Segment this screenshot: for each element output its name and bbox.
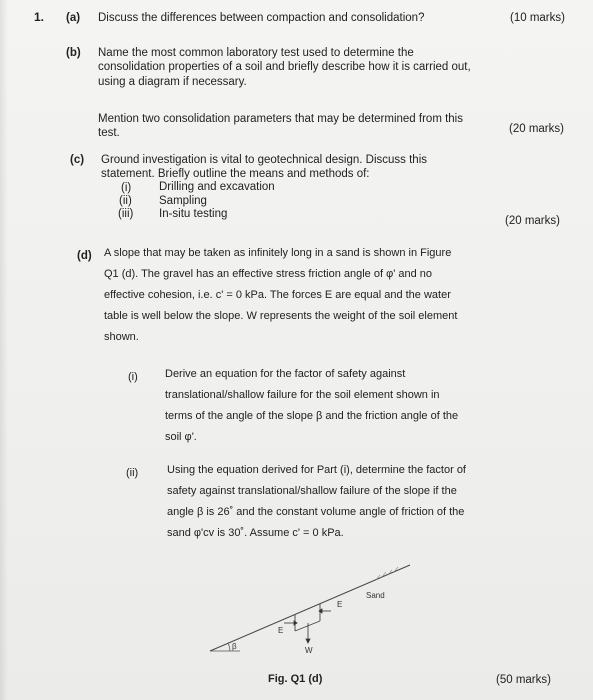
part-a-marks: (10 marks)	[510, 12, 565, 24]
part-d-line: Q1 (d). The gravel has an effective stress friction angle of φ' and no	[104, 268, 433, 280]
part-d-marks: (50 marks)	[496, 674, 551, 686]
part-d-i-num: (i)	[128, 371, 138, 383]
part-d-ii-text	[167, 460, 466, 544]
part-c-item-text: Sampling	[159, 195, 207, 207]
part-c-label: (c)	[70, 154, 85, 166]
part-b-marks: (20 marks)	[509, 123, 564, 135]
part-b-text	[98, 46, 471, 89]
part-b-line: Name the most common laboratory test used to determine the	[98, 47, 414, 59]
part-b-line: test.	[98, 127, 120, 140]
part-c-item-text: Drilling and excavation	[159, 181, 275, 193]
figure-caption: Fig. Q1 (d)	[268, 673, 323, 685]
part-a-text: Discuss the differences between compaction and consolidation?	[98, 12, 425, 24]
part-c-line: Ground investigation is vital to geotechnical design. Discuss this	[101, 154, 428, 166]
part-d-line: shown.	[104, 331, 139, 343]
part-c-line: statement. Briefly outline the means and methods of:	[101, 168, 370, 181]
part-c-item-num: (i)	[121, 182, 132, 194]
slope-figure	[180, 555, 430, 665]
part-d-i-line: Derive an equation for the factor of safety against	[165, 368, 406, 380]
part-c-text	[101, 153, 427, 182]
part-d-i-text	[165, 364, 458, 448]
force-e-right-label: E	[337, 600, 343, 609]
part-d-line: effective cohesion, i.e. c' = 0 kPa. The forces E are equal and the water	[104, 289, 451, 301]
part-d-line: table is well below the slope. W represents the weight of the soil element	[104, 310, 458, 322]
page-shadow	[0, 0, 8, 700]
part-d-ii-line: sand φ'cv is 30˚. Assume c' = 0 kPa.	[167, 527, 344, 539]
part-d-ii-line: Using the equation derived for Part (i), determine the factor of	[167, 464, 466, 476]
part-b-text-2	[98, 112, 463, 141]
slope-surface	[210, 565, 410, 651]
part-d-ii-line: angle β is 26˚ and the constant volume angle of friction of the	[167, 506, 465, 518]
part-b-line: Mention two consolidation parameters that may be determined from this	[98, 113, 463, 125]
part-c-item-num: (iii)	[118, 208, 134, 220]
part-c-marks: (20 marks)	[505, 215, 560, 227]
part-d-text	[104, 243, 457, 348]
part-c-item-num: (ii)	[119, 195, 132, 207]
sand-label: Sand	[366, 591, 385, 600]
part-c-item-text: In-situ testing	[159, 208, 228, 220]
part-b-line: using a diagram if necessary.	[98, 75, 247, 88]
part-d-i-line: soil φ'.	[165, 431, 197, 443]
part-d-ii-num: (ii)	[126, 467, 139, 479]
force-e-left-label: E	[278, 626, 284, 635]
part-d-label: (d)	[77, 250, 92, 262]
part-d-i-line: translational/shallow failure for the soil element shown in	[165, 389, 440, 401]
beta-arc	[228, 643, 230, 651]
part-b-label: (b)	[66, 47, 81, 59]
part-b-line: consolidation properties of a soil and briefly describe how it is carried out,	[98, 61, 471, 74]
beta-label: β	[232, 642, 237, 651]
soil-element	[295, 604, 320, 631]
question-number: 1.	[34, 10, 45, 24]
part-a-label: (a)	[66, 12, 81, 24]
part-d-ii-line: safety against translational/shallow failure of the slope if the	[167, 485, 457, 497]
weight-label: W	[305, 646, 313, 655]
part-d-line: A slope that may be taken as infinitely long in a sand is shown in Figure	[104, 247, 452, 259]
part-d-i-line: terms of the angle of the slope β and the friction angle of the	[165, 410, 459, 422]
